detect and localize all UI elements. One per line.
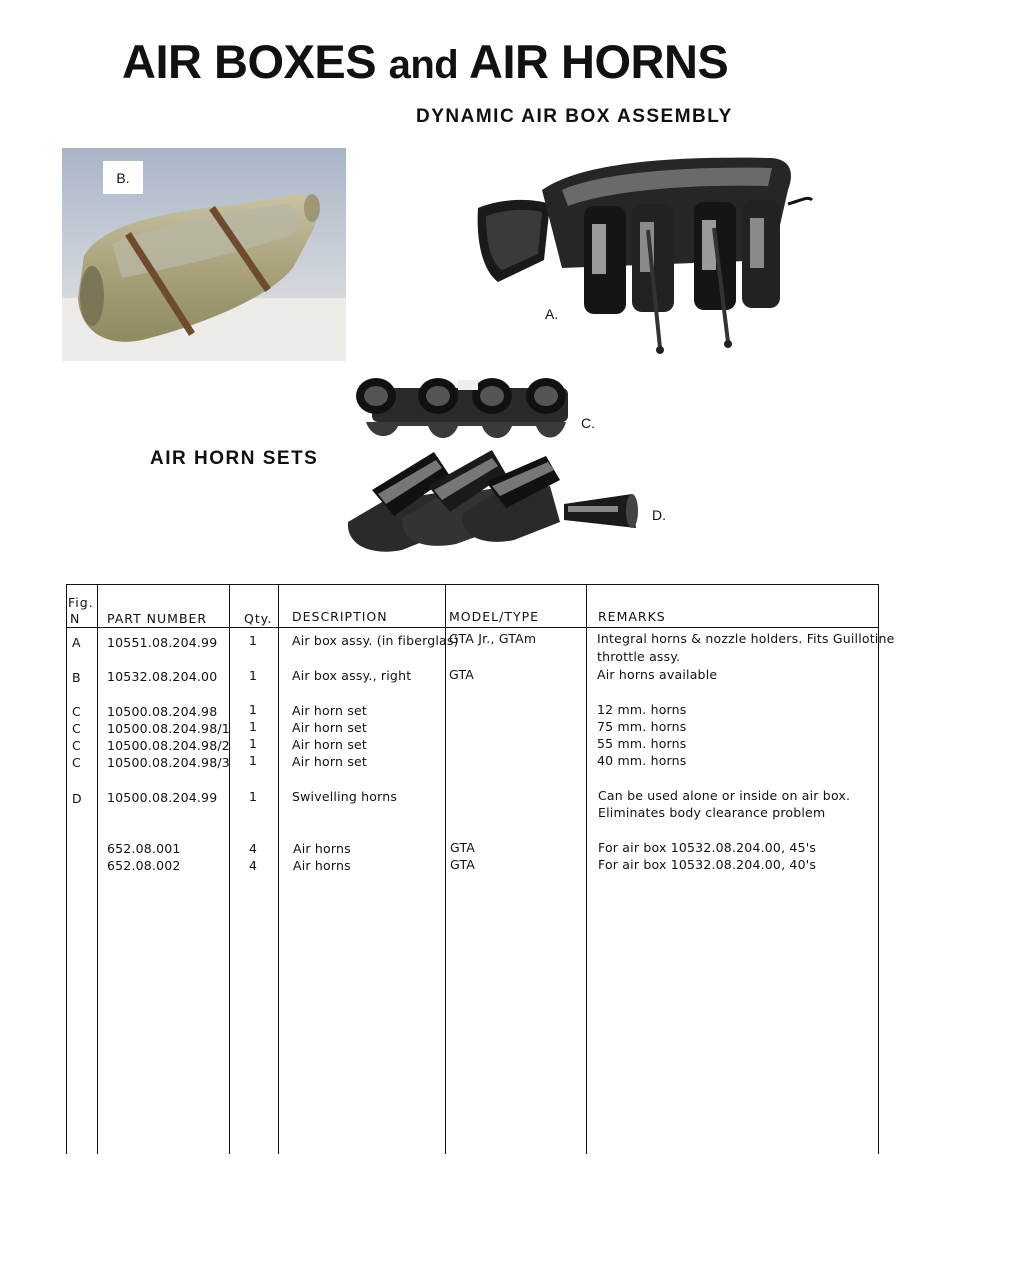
row-fig: C [72, 755, 81, 770]
row-remarks: 40 mm. horns [597, 753, 687, 768]
row-model-type: GTA [449, 667, 475, 682]
row-part-number: 10551.08.204.99 [107, 635, 218, 650]
row-fig: A [72, 635, 81, 650]
row-remarks: 75 mm. horns [597, 719, 687, 734]
row-remarks: Air horns available [597, 667, 718, 682]
row-part-number: 10500.08.204.98 [107, 704, 218, 719]
row-part-number: 652.08.001 [107, 841, 181, 856]
dynamic-air-box-illustration [472, 150, 822, 360]
row-description: Air horn set [292, 737, 368, 752]
row-qty: 1 [249, 753, 258, 768]
row-qty: 1 [249, 633, 258, 648]
header-part-number: PART NUMBER [107, 611, 208, 626]
row-remarks-line-2: Eliminates body clearance problem [598, 805, 826, 820]
figure-b-label: B. [103, 161, 143, 194]
row-part-number: 10500.08.204.99 [107, 790, 218, 805]
row-fig: C [72, 704, 81, 719]
title-part-3: AIR HORNS [458, 35, 729, 88]
row-remarks: Integral horns & nozzle holders. Fits Guillotine [597, 631, 895, 646]
row-remarks: Can be used alone or inside on air box. [598, 788, 851, 803]
row-model-type: GTA [450, 840, 476, 855]
row-description: Swivelling horns [292, 789, 398, 804]
row-qty: 4 [249, 858, 258, 873]
figure-a-label: A. [545, 306, 559, 322]
title-part-2: and [388, 43, 459, 87]
title-part-1: AIR BOXES [122, 35, 389, 88]
row-remarks: 12 mm. horns [597, 702, 687, 717]
row-part-number: 652.08.002 [107, 858, 181, 873]
row-qty: 1 [249, 719, 258, 734]
header-fig-n: N [70, 611, 81, 626]
header-fig: Fig. [68, 595, 94, 610]
row-fig: D [72, 791, 82, 806]
row-part-number: 10500.08.204.98/2 [107, 738, 230, 753]
row-fig: C [72, 721, 81, 736]
header-qty: Qty. [244, 611, 273, 626]
air-horn-set-illustration [352, 374, 584, 446]
parts-table [66, 584, 895, 1154]
row-fig: B [72, 670, 81, 685]
section-subtitle: DYNAMIC AIR BOX ASSEMBLY [416, 106, 733, 127]
row-remarks: For air box 10532.08.204.00, 40's [598, 857, 817, 872]
row-description: Air box assy., right [292, 668, 412, 683]
row-qty: 4 [249, 841, 258, 856]
row-qty: 1 [249, 789, 258, 804]
row-qty: 1 [249, 736, 258, 751]
row-part-number: 10500.08.204.98/1 [107, 721, 230, 736]
header-description: DESCRIPTION [292, 609, 388, 624]
row-remarks-line-2: throttle assy. [597, 649, 681, 664]
row-model-type: GTA [450, 857, 476, 872]
swivelling-horns-illustration [342, 446, 642, 558]
row-description: Air horn set [292, 703, 368, 718]
row-qty: 1 [249, 702, 258, 717]
row-part-number: 10500.08.204.98/3 [107, 755, 230, 770]
header-model-type: MODEL/TYPE [449, 609, 540, 624]
figure-c-label: C. [581, 415, 595, 431]
row-description: Air horn set [292, 720, 368, 735]
header-remarks: REMARKS [598, 609, 666, 624]
air-box-photo [62, 148, 346, 361]
row-qty: 1 [249, 668, 258, 683]
row-description: Air horn set [292, 754, 368, 769]
row-description: Air box assy. (in fiberglas) [292, 633, 459, 648]
row-model-type: GTA Jr., GTAm [449, 631, 537, 646]
row-description: Air horns [293, 858, 351, 873]
row-remarks: For air box 10532.08.204.00, 45's [598, 840, 817, 855]
row-part-number: 10532.08.204.00 [107, 669, 218, 684]
page-title [122, 34, 728, 93]
figure-d-label: D. [652, 507, 666, 523]
row-description: Air horns [293, 841, 351, 856]
row-fig: C [72, 738, 81, 753]
row-remarks: 55 mm. horns [597, 736, 687, 751]
air-horn-sets-heading: AIR HORN SETS [150, 448, 319, 469]
